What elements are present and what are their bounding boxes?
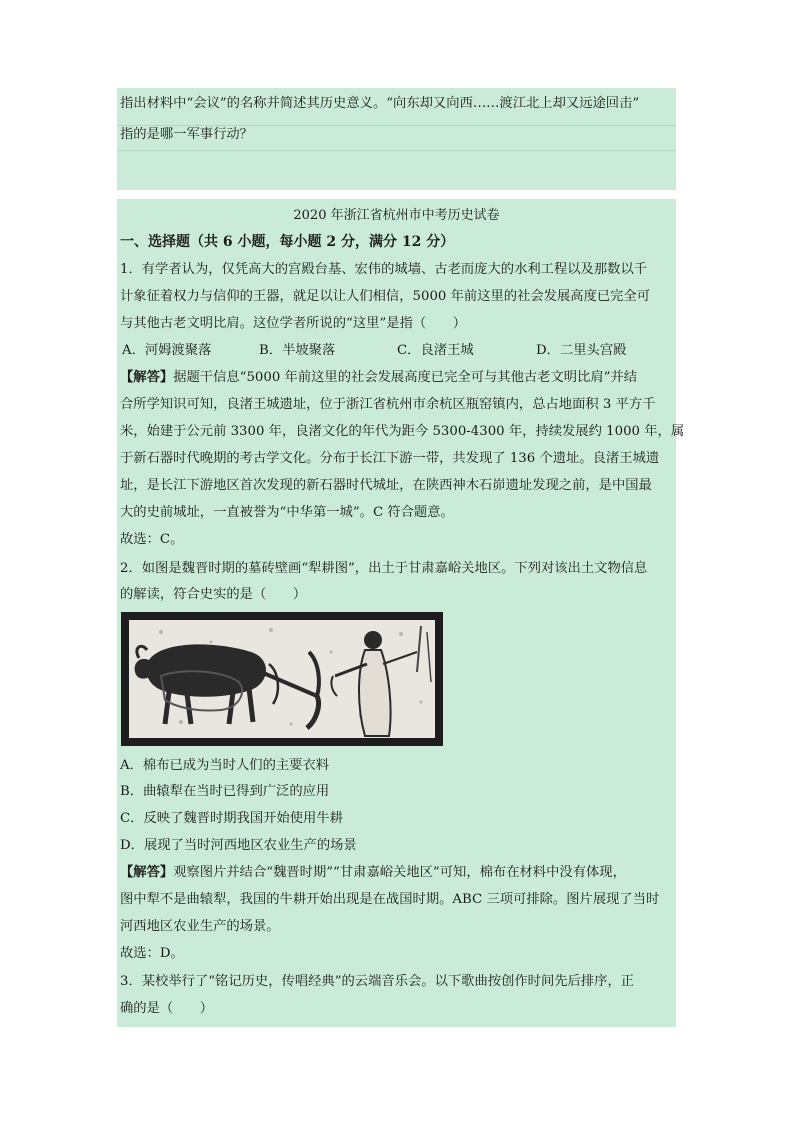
q1-answer-line-4: 于新石器时代晚期的考古学文化。分布于长江下游一带，共发现了 136 个遗址。良渚王城遗 (120, 451, 660, 466)
exam-title: 2020 年浙江省杭州市中考历史试卷 (293, 208, 500, 223)
q1-option-a: A．河姆渡聚落 (122, 343, 212, 358)
q2-answer-line-2: 图中犁不是曲辕犁，我国的牛耕开始出现是在战国时期。ABC 三项可排除。图片展现了当时 (120, 892, 660, 907)
q1-choice: 故选：C。 (120, 532, 184, 547)
q1-answer-line-1 (120, 370, 637, 386)
q2-answer-label: 【解答】 (120, 865, 174, 880)
q2-option-a: A．棉布已成为当时人们的主要衣料 (120, 758, 330, 773)
q1-line-1: 1．有学者认为，仅凭高大的宫殿台基、宏伟的城墙、古老而庞大的水利工程以及那数以千 (120, 262, 648, 277)
intro-line-1: 指出材料中“会议”的名称并简述其历史意义。“向东却又向西……渡江北上却又远途回击” (120, 96, 640, 111)
q2-line-1: 2．如图是魏晋时期的墓砖壁画“犁耕图”，出土于甘肃嘉峪关地区。下列对该出土文物信息 (120, 561, 648, 576)
q2-choice: 故选：D。 (120, 946, 184, 961)
q2-option-b: B．曲辕犁在当时已得到广泛的应用 (120, 784, 330, 799)
q1-answer-line-2: 合所学知识可知，良渚王城遗址，位于浙江省杭州市余杭区瓶窑镇内，总占地面积 3 平方千 (120, 397, 656, 412)
q3-line-2: 确的是（ ） (120, 1001, 214, 1016)
q2-option-d: D．展现了当时河西地区农业生产的场景 (120, 838, 357, 853)
q2-answer-text: 观察图片并结合“魏晋时期”“甘肃嘉峪关地区”可知，棉布在材料中没有体现， (173, 865, 626, 880)
q1-answer-text: 据题干信息“5000 年前这里的社会发展高度已完全可与其他古老文明比肩”并结 (173, 370, 638, 385)
q1-answer-line-5: 址，是长江下游地区首次发现的新石器时代城址，在陕西神木石峁遗址发现之前，是中国最 (120, 478, 652, 493)
q1-line-2: 计象征着权力与信仰的王器，就足以让人们相信，5000 年前这里的社会发展高度已完全可 (120, 289, 651, 304)
q3-line-1: 3．某校举行了“铭记历史，传唱经典”的云端音乐会。以下歌曲按创作时间先后排序，正 (120, 974, 635, 989)
q2-option-c: C．反映了魏晋时期我国开始使用牛耕 (120, 811, 343, 826)
q2-answer-line-1 (120, 865, 626, 881)
intro-line-2: 指的是哪一军事行动？ (120, 127, 253, 142)
rule (117, 150, 676, 151)
ploughing-mural-drawing (121, 612, 443, 746)
section-heading: 一、选择题（共 6 小题，每小题 2 分，满分 12 分） (120, 234, 455, 250)
q1-line-3: 与其他古老文明比肩。这位学者所说的“这里”是指（ ） (120, 316, 467, 331)
q1-option-d: D．二里头宫殿 (536, 343, 627, 358)
q1-answer-line-3: 米，始建于公元前 3300 年，良渚文化的年代为距今 5300-4300 年，持续发展约 1000 年，属 (120, 424, 685, 439)
q1-option-c: C．良渚王城 (397, 343, 474, 358)
q1-answer-label: 【解答】 (120, 370, 174, 385)
rule (117, 125, 676, 126)
ploughing-mural-image (121, 612, 443, 746)
q1-answer-line-6: 大的史前城址，一直被誉为“中华第一城”。C 符合题意。 (120, 505, 454, 520)
q2-answer-line-3: 河西地区农业生产的场景。 (120, 919, 280, 934)
q2-line-2: 的解读，符合史实的是（ ） (120, 587, 307, 602)
q1-option-b: B．半坡聚落 (259, 343, 336, 358)
